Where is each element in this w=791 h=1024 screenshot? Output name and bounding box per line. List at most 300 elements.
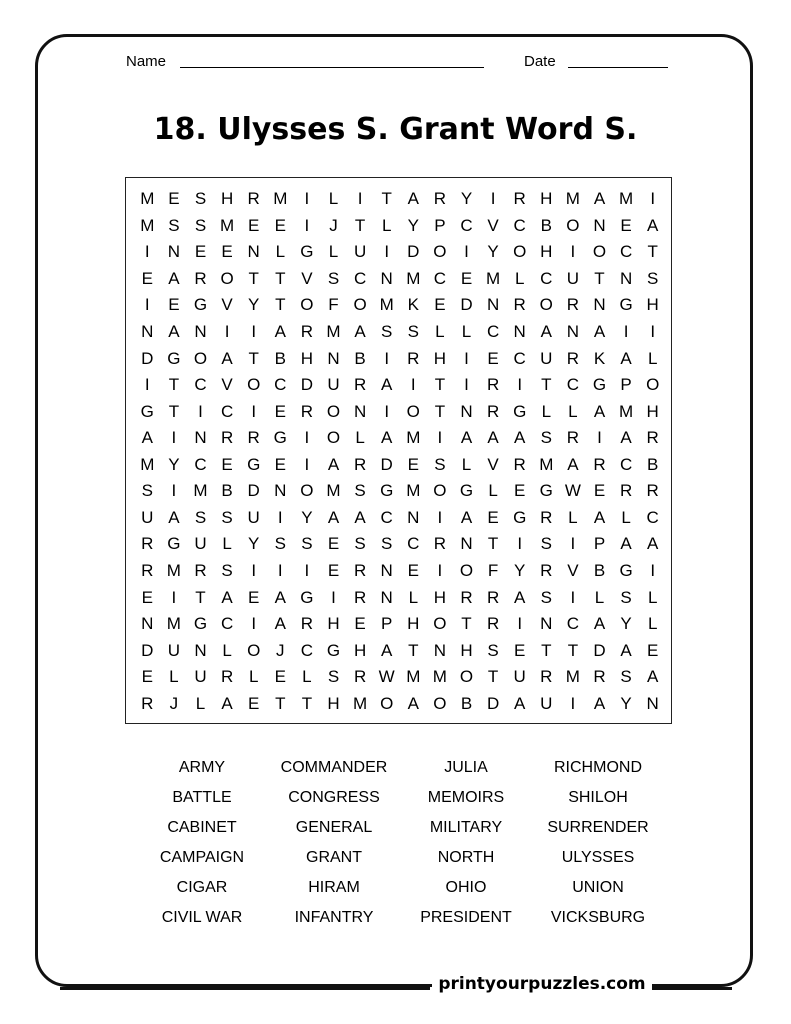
grid-letter: N — [513, 322, 526, 342]
grid-letter: R — [247, 428, 260, 448]
grid-letter: A — [460, 428, 473, 448]
grid-letter: M — [140, 454, 155, 474]
grid-letter: P — [434, 215, 446, 235]
grid-letter: C — [566, 614, 580, 634]
grid-letter: L — [647, 587, 658, 607]
grid-letter: E — [274, 401, 286, 421]
grid-letter: O — [406, 401, 420, 421]
grid-letter: L — [355, 428, 365, 448]
grid-letter: I — [171, 481, 177, 501]
grid-letter: L — [328, 242, 339, 262]
grid-letter: L — [381, 215, 392, 235]
grid-letter: K — [593, 348, 606, 368]
grid-letter: R — [486, 401, 500, 421]
grid-letter: I — [304, 560, 310, 580]
grid-letter: D — [380, 454, 393, 474]
grid-letter: T — [434, 375, 446, 395]
grid-letter: A — [168, 507, 180, 527]
grid-letter: O — [592, 242, 607, 262]
grid-letter: L — [568, 507, 578, 527]
grid-letter: E — [514, 640, 526, 660]
grid-letter: G — [273, 428, 287, 448]
word-list-item: CAMPAIGN — [159, 849, 245, 866]
grid-letter: C — [380, 507, 393, 527]
grid-letter: I — [517, 614, 523, 634]
grid-letter: C — [407, 534, 420, 554]
grid-letter: I — [490, 189, 496, 209]
grid-letter: A — [620, 348, 632, 368]
grid-letter: N — [194, 428, 207, 448]
grid-letter: L — [302, 667, 312, 687]
grid-letter: R — [646, 428, 659, 448]
grid-letter: E — [194, 242, 207, 262]
grid-letter: A — [168, 322, 180, 342]
grid-letter: T — [248, 268, 259, 288]
grid-letter: I — [144, 242, 150, 262]
grid-letter: B — [460, 693, 473, 713]
word-list-item: GENERAL — [295, 819, 373, 836]
grid-letter: O — [220, 268, 234, 288]
grid-letter: N — [460, 401, 473, 421]
word-list-item: UNION — [572, 879, 624, 896]
grid-letter: I — [623, 322, 629, 342]
grid-letter: G — [193, 614, 208, 634]
grid-letter: C — [619, 242, 633, 262]
grid-letter: M — [432, 667, 447, 687]
grid-letter: B — [540, 215, 552, 235]
grid-letter: Y — [248, 295, 260, 315]
grid-letter: E — [460, 268, 473, 288]
grid-letter: M — [486, 268, 501, 288]
grid-letter: Y — [407, 215, 419, 235]
grid-letter: A — [327, 454, 340, 474]
grid-letter: I — [304, 428, 310, 448]
grid-letter: O — [459, 560, 474, 580]
grid-letter: O — [539, 295, 553, 315]
word-list-item: PRESIDENT — [420, 909, 512, 926]
grid-letter: S — [141, 481, 153, 501]
grid-letter: G — [300, 242, 314, 262]
grid-letter: M — [353, 693, 368, 713]
grid-letter: L — [488, 481, 498, 501]
grid-letter: R — [646, 481, 659, 501]
grid-letter: G — [619, 560, 633, 580]
grid-letter: D — [593, 640, 606, 660]
grid-letter: A — [274, 614, 286, 634]
grid-letter: A — [593, 614, 606, 634]
grid-letter: M — [619, 401, 634, 421]
grid-letter: E — [248, 693, 260, 713]
grid-letter: A — [647, 534, 659, 554]
grid-letter: U — [194, 534, 207, 554]
grid-letter: M — [619, 189, 634, 209]
grid-letter: Y — [301, 507, 313, 527]
grid-letter: S — [221, 507, 233, 527]
grid-letter: A — [381, 640, 393, 660]
grid-letter: J — [276, 640, 285, 660]
grid-letter: G — [167, 348, 181, 368]
grid-letter: A — [274, 587, 286, 607]
grid-letter: I — [304, 454, 310, 474]
grid-letter: R — [220, 667, 234, 687]
grid-letter: M — [166, 560, 181, 580]
grid-letter: A — [514, 587, 526, 607]
grid-letter: A — [168, 268, 180, 288]
grid-letter: E — [407, 454, 419, 474]
grid-letter: A — [593, 322, 606, 342]
grid-letter: O — [459, 667, 474, 687]
word-list-item: INFANTRY — [294, 909, 374, 926]
grid-letter: C — [619, 454, 633, 474]
grid-letter: Y — [620, 614, 632, 634]
grid-letter: R — [540, 667, 553, 687]
grid-letter: C — [220, 401, 234, 421]
grid-letter: N — [141, 322, 154, 342]
grid-letter: I — [384, 401, 390, 421]
grid-letter: D — [300, 375, 314, 395]
grid-letter: B — [274, 348, 286, 368]
word-list-item: RICHMOND — [554, 759, 642, 776]
grid-letter: V — [301, 268, 313, 288]
grid-letter: S — [647, 268, 659, 288]
grid-letter: M — [565, 189, 580, 209]
grid-letter: E — [487, 348, 499, 368]
grid-letter: B — [647, 454, 659, 474]
grid-letter: R — [486, 614, 500, 634]
grid-letter: G — [513, 507, 527, 527]
word-list-item: CONGRESS — [288, 789, 380, 806]
grid-letter: I — [437, 428, 443, 448]
word-list-item: MEMOIRS — [427, 789, 505, 806]
grid-letter: V — [221, 375, 233, 395]
grid-letter: L — [408, 587, 419, 607]
grid-letter: I — [277, 507, 283, 527]
grid-letter: K — [407, 295, 419, 315]
grid-letter: L — [222, 534, 232, 554]
grid-letter: O — [326, 401, 341, 421]
grid-letter: N — [353, 401, 367, 421]
grid-letter: B — [593, 560, 606, 580]
grid-letter: N — [380, 268, 393, 288]
grid-letter: E — [248, 215, 260, 235]
grid-letter: R — [433, 534, 447, 554]
grid-letter: R — [513, 189, 526, 209]
grid-letter: R — [486, 375, 500, 395]
grid-letter: A — [407, 189, 419, 209]
grid-letter: O — [380, 693, 394, 713]
grid-letter: P — [593, 534, 606, 554]
grid-letter: N — [593, 215, 606, 235]
grid-letter: G — [539, 481, 553, 501]
grid-letter: C — [220, 614, 234, 634]
page-title: 18. Ulysses S. Grant Word S. — [153, 112, 638, 147]
grid-letter: V — [487, 215, 499, 235]
grid-letter: A — [593, 189, 606, 209]
grid-letter: R — [353, 454, 367, 474]
grid-letter: L — [169, 667, 179, 687]
grid-letter: R — [194, 560, 207, 580]
grid-letter: S — [274, 534, 286, 554]
grid-letter: F — [487, 560, 499, 580]
grid-letter: G — [140, 401, 154, 421]
grid-letter: E — [141, 587, 153, 607]
grid-letter: H — [646, 295, 659, 315]
grid-letter: I — [464, 348, 469, 368]
grid-letter: A — [354, 322, 366, 342]
grid-letter: N — [566, 322, 580, 342]
grid-letter: S — [168, 215, 180, 235]
word-list-item: CABINET — [167, 819, 237, 836]
grid-letter: L — [195, 693, 206, 713]
grid-letter: N — [247, 242, 260, 262]
grid-letter: L — [594, 587, 605, 607]
grid-letter: S — [194, 507, 207, 527]
grid-letter: E — [141, 268, 153, 288]
grid-letter: A — [540, 322, 552, 342]
word-list-item: VICKSBURG — [550, 909, 646, 926]
footer-rule-left — [60, 987, 430, 990]
grid-letter: M — [166, 614, 181, 634]
date-field-line[interactable] — [568, 67, 668, 68]
grid-letter: O — [353, 295, 367, 315]
grid-letter: S — [301, 534, 313, 554]
grid-letter: E — [434, 295, 446, 315]
grid-letter: N — [407, 507, 420, 527]
grid-letter: I — [171, 587, 177, 607]
grid-letter: I — [384, 242, 390, 262]
grid-letter: T — [647, 242, 658, 262]
grid-letter: B — [221, 481, 233, 501]
grid-letter: E — [593, 481, 606, 501]
grid-letter: E — [487, 507, 499, 527]
grid-letter: Y — [620, 693, 632, 713]
grid-letter: A — [567, 454, 579, 474]
grid-letter: L — [328, 189, 339, 209]
grid-letter: Y — [248, 534, 260, 554]
grid-letter: R — [247, 189, 260, 209]
grid-letter: A — [221, 348, 233, 368]
grid-letter: T — [381, 189, 392, 209]
grid-letter: M — [565, 667, 580, 687]
grid-letter: R — [353, 375, 367, 395]
grid-letter: S — [434, 454, 446, 474]
grid-letter: U — [327, 375, 340, 395]
grid-letter: V — [567, 560, 579, 580]
grid-letter: E — [168, 295, 180, 315]
grid-letter: A — [327, 507, 340, 527]
grid-letter: A — [620, 534, 632, 554]
grid-letter: M — [406, 268, 421, 288]
grid-letter: C — [646, 507, 659, 527]
grid-letter: I — [410, 375, 416, 395]
grid-letter: I — [650, 322, 656, 342]
grid-letter: A — [221, 587, 233, 607]
grid-letter: N — [274, 481, 287, 501]
grid-letter: H — [353, 640, 367, 660]
grid-letter: I — [357, 189, 363, 209]
grid-letter: R — [300, 614, 314, 634]
grid-letter: J — [169, 693, 179, 713]
grid-letter: G — [513, 401, 527, 421]
grid-letter: M — [220, 215, 235, 235]
grid-letter: A — [593, 693, 606, 713]
grid-letter: E — [221, 242, 233, 262]
grid-letter: D — [486, 693, 500, 713]
name-field-line[interactable] — [180, 67, 484, 68]
grid-letter: T — [168, 401, 180, 421]
grid-letter: C — [433, 268, 447, 288]
grid-letter: N — [619, 268, 633, 288]
grid-letter: A — [593, 507, 606, 527]
word-list — [136, 756, 664, 936]
grid-letter: O — [646, 375, 660, 395]
grid-letter: S — [487, 640, 499, 660]
letter-grid-cells — [134, 186, 666, 717]
grid-letter: D — [460, 295, 473, 315]
grid-letter: N — [380, 587, 393, 607]
grid-letter: A — [487, 428, 499, 448]
grid-letter: L — [541, 401, 552, 421]
grid-letter: W — [564, 481, 581, 501]
grid-letter: A — [221, 693, 233, 713]
grid-letter: T — [275, 295, 286, 315]
grid-letter: G — [459, 481, 474, 501]
grid-letter: L — [435, 322, 445, 342]
grid-letter: I — [650, 560, 656, 580]
grid-letter: H — [433, 348, 447, 368]
grid-letter: C — [486, 322, 500, 342]
grid-letter: E — [248, 587, 260, 607]
grid-letter: S — [540, 534, 552, 554]
grid-letter: M — [326, 481, 341, 501]
grid-letter: L — [568, 401, 578, 421]
grid-letter: E — [327, 534, 340, 554]
grid-letter: I — [251, 560, 257, 580]
grid-letter: O — [513, 242, 527, 262]
grid-letter: N — [540, 614, 553, 634]
grid-letter: E — [354, 614, 366, 634]
grid-letter: I — [597, 428, 602, 448]
grid-letter: A — [647, 667, 659, 687]
grid-letter: R — [460, 587, 473, 607]
grid-letter: C — [460, 215, 473, 235]
grid-letter: A — [141, 428, 153, 448]
grid-letter: S — [221, 560, 233, 580]
grid-letter: N — [194, 322, 207, 342]
grid-letter: R — [194, 268, 207, 288]
grid-letter: Y — [168, 454, 180, 474]
grid-letter: Y — [487, 242, 499, 262]
grid-letter: S — [407, 322, 419, 342]
grid-letter: Y — [460, 189, 473, 209]
grid-letter: R — [353, 560, 367, 580]
word-list-item: SHILOH — [568, 789, 628, 806]
footer-rule-right — [652, 987, 732, 990]
grid-letter: M — [406, 481, 421, 501]
grid-letter: R — [593, 667, 606, 687]
grid-letter: A — [647, 215, 659, 235]
grid-letter: R — [353, 587, 367, 607]
grid-letter: I — [437, 507, 443, 527]
grid-letter: T — [594, 268, 605, 288]
grid-letter: D — [141, 640, 154, 660]
grid-letter: L — [647, 348, 658, 368]
grid-letter: E — [620, 215, 632, 235]
grid-letter: S — [327, 667, 340, 687]
grid-letter: I — [570, 534, 576, 554]
grid-letter: R — [300, 401, 314, 421]
grid-letter: C — [540, 268, 553, 288]
grid-letter: S — [194, 189, 207, 209]
grid-letter: I — [384, 348, 390, 368]
grid-letter: C — [274, 375, 287, 395]
grid-letter: T — [567, 640, 579, 660]
word-list-item: SURRENDER — [547, 819, 649, 836]
grid-letter: L — [514, 268, 525, 288]
grid-letter: T — [275, 693, 286, 713]
grid-letter: L — [248, 667, 259, 687]
grid-letter: M — [273, 189, 288, 209]
grid-letter: F — [328, 295, 339, 315]
grid-letter: G — [247, 454, 261, 474]
grid-letter: V — [221, 295, 233, 315]
word-list-item: OHIO — [445, 879, 487, 896]
grid-letter: E — [327, 560, 340, 580]
grid-letter: O — [247, 375, 261, 395]
grid-letter: A — [514, 428, 526, 448]
grid-letter: H — [327, 614, 340, 634]
grid-letter: R — [513, 295, 526, 315]
grid-letter: I — [304, 215, 310, 235]
grid-letter: C — [300, 640, 314, 660]
grid-letter: R — [353, 667, 367, 687]
grid-letter: R — [407, 348, 420, 368]
grid-letter: N — [646, 693, 659, 713]
grid-letter: S — [620, 587, 632, 607]
word-list-item: MILITARY — [429, 819, 503, 836]
grid-letter: T — [461, 614, 472, 634]
grid-letter: S — [354, 534, 366, 554]
grid-letter: E — [647, 640, 659, 660]
grid-letter: U — [194, 667, 207, 687]
word-list-item: CIGAR — [176, 879, 228, 896]
grid-letter: A — [354, 507, 366, 527]
word-list-item: CIVIL WAR — [161, 909, 243, 926]
grid-letter: O — [433, 481, 447, 501]
grid-letter: R — [566, 428, 580, 448]
grid-letter: D — [247, 481, 260, 501]
grid-letter: R — [540, 507, 553, 527]
grid-letter: C — [353, 268, 367, 288]
grid-letter: H — [300, 348, 314, 368]
grid-letter: T — [275, 268, 286, 288]
grid-letter: R — [513, 454, 526, 474]
grid-letter: A — [381, 428, 393, 448]
grid-letter: I — [224, 322, 230, 342]
grid-letter: H — [407, 614, 420, 634]
grid-letter: M — [140, 189, 155, 209]
grid-letter: O — [433, 242, 447, 262]
grid-letter: A — [381, 375, 393, 395]
grid-letter: I — [144, 375, 150, 395]
word-list-item: NORTH — [437, 849, 495, 866]
name-label: Name — [126, 53, 167, 70]
grid-letter: E — [407, 560, 419, 580]
grid-letter: R — [220, 428, 234, 448]
letter-grid — [125, 177, 672, 724]
grid-letter: S — [194, 215, 207, 235]
grid-letter: I — [304, 189, 310, 209]
